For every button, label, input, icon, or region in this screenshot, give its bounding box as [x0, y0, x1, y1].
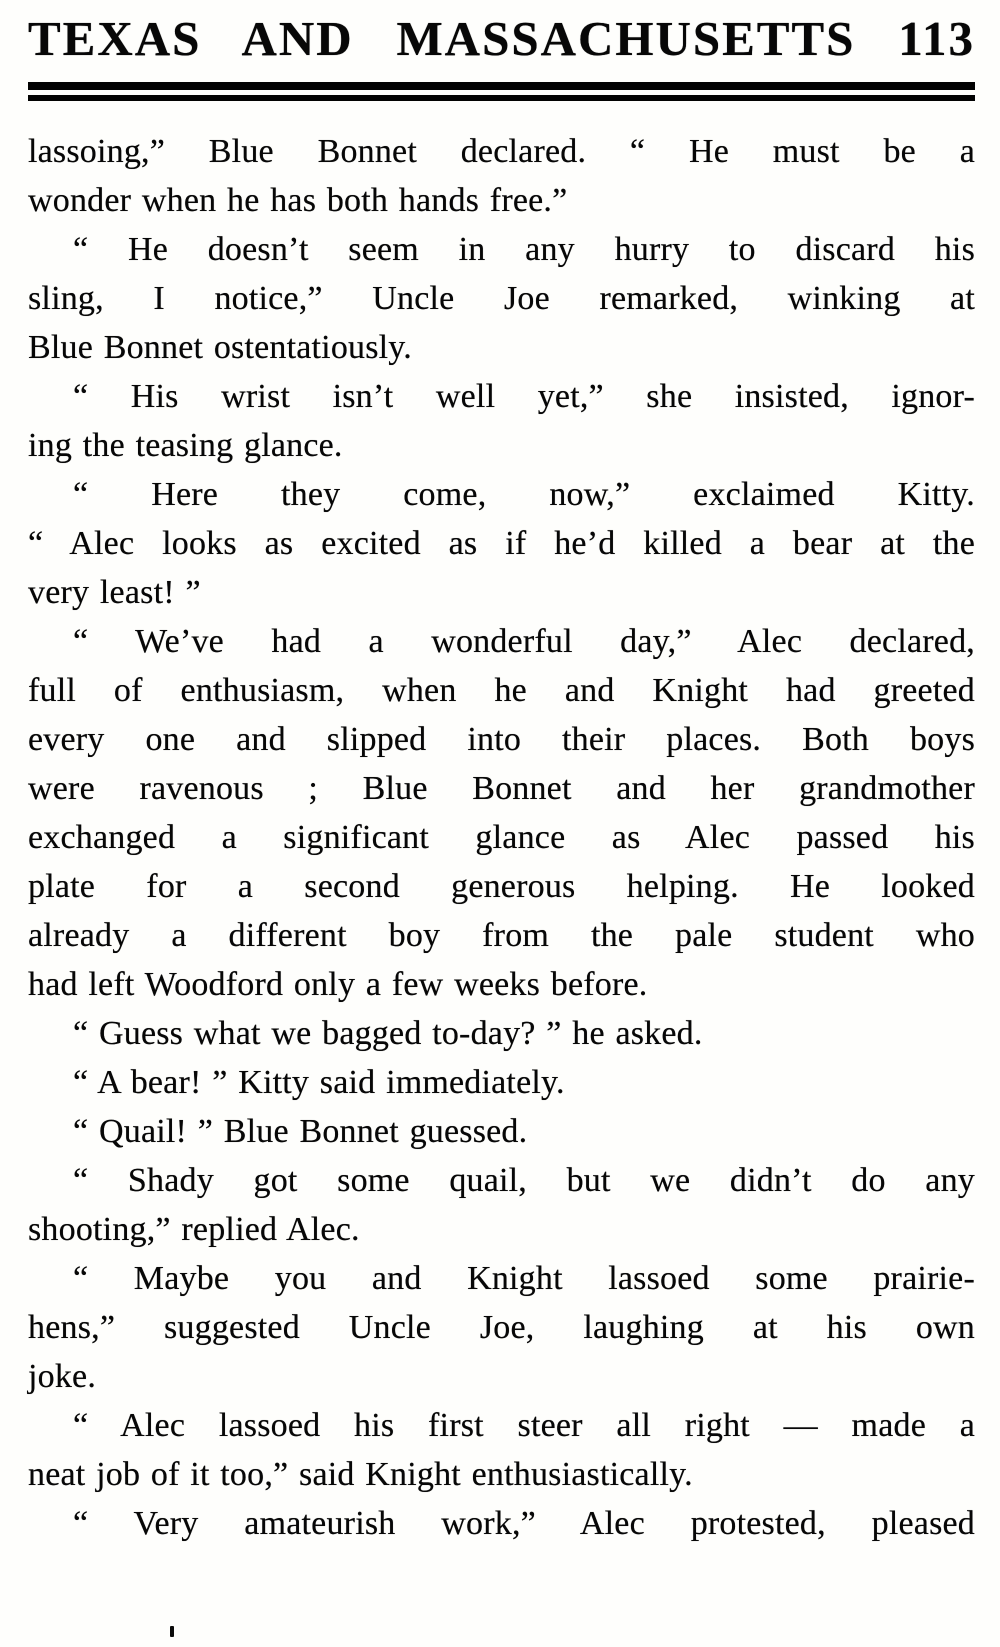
text-line: Blue Bonnet ostentatiously.	[28, 329, 412, 366]
paragraph	[28, 1401, 975, 1499]
text-line: plate for a second generous helping. He looked	[28, 868, 975, 905]
text-line: very least! ”	[28, 574, 201, 611]
paragraph	[28, 1009, 975, 1058]
text-line: full of enthusiasm, when he and Knight had greeted	[28, 672, 975, 709]
text-line: wonder when he has both hands free.”	[28, 182, 568, 219]
page-header	[0, 10, 1000, 101]
text-line: every one and slipped into their places. Both boys	[28, 721, 975, 758]
paragraph	[28, 617, 975, 1009]
running-head-title: TEXAS AND MASSACHUSETTS	[28, 11, 856, 66]
text-line: “ Very amateurish work,” Alec protested, pleased	[73, 1505, 975, 1542]
text-line: ing the teasing glance.	[28, 427, 343, 464]
text-line: “ Alec lassoed his first steer all right — made a	[73, 1407, 975, 1444]
paragraph	[28, 1156, 975, 1254]
paragraph	[28, 225, 975, 372]
paragraph	[28, 1254, 975, 1401]
paragraph	[28, 127, 975, 225]
text-line: lassoing,” Blue Bonnet declared. “ He must be a	[28, 133, 975, 170]
rule-top-bar	[28, 82, 975, 90]
text-line: “ Here they come, now,” exclaimed Kitty.	[73, 476, 975, 513]
double-rule	[28, 82, 975, 101]
text-line: neat job of it too,” said Knight enthusiastically.	[28, 1456, 693, 1493]
page-number: 113	[898, 11, 975, 66]
running-head	[28, 10, 975, 68]
text-line: “ Alec looks as excited as if he’d killed a bear at the	[28, 525, 975, 562]
page-body	[28, 127, 975, 1548]
text-line: had left Woodford only a few weeks before.	[28, 966, 648, 1003]
paragraph	[28, 1107, 975, 1156]
text-line: were ravenous ; Blue Bonnet and her grandmother	[28, 770, 975, 807]
text-line: “ We’ve had a wonderful day,” Alec declared,	[73, 623, 975, 660]
text-line: already a different boy from the pale student who	[28, 917, 975, 954]
rule-bottom-bar	[28, 95, 975, 101]
text-line: hens,” suggested Uncle Joe, laughing at his own	[28, 1309, 975, 1346]
text-line: “ A bear! ” Kitty said immediately.	[73, 1064, 565, 1101]
text-line: sling, I notice,” Uncle Joe remarked, winking at	[28, 280, 975, 317]
text-line: “ His wrist isn’t well yet,” she insisted, ignor-	[73, 378, 975, 415]
paragraph	[28, 372, 975, 470]
text-line: “ Quail! ” Blue Bonnet guessed.	[73, 1113, 528, 1150]
ink-speck	[170, 1626, 174, 1637]
paragraph	[28, 1058, 975, 1107]
text-line: exchanged a significant glance as Alec passed his	[28, 819, 975, 856]
text-line: “ Guess what we bagged to-day? ” he asked.	[73, 1015, 703, 1052]
text-line: joke.	[28, 1358, 97, 1395]
text-line: “ Maybe you and Knight lassoed some prairie-	[73, 1260, 975, 1297]
paragraph	[28, 470, 975, 617]
text-line: “ Shady got some quail, but we didn’t do any	[73, 1162, 975, 1199]
paragraph	[28, 1499, 975, 1548]
text-line: “ He doesn’t seem in any hurry to discard his	[73, 231, 975, 268]
text-line: shooting,” replied Alec.	[28, 1211, 360, 1248]
